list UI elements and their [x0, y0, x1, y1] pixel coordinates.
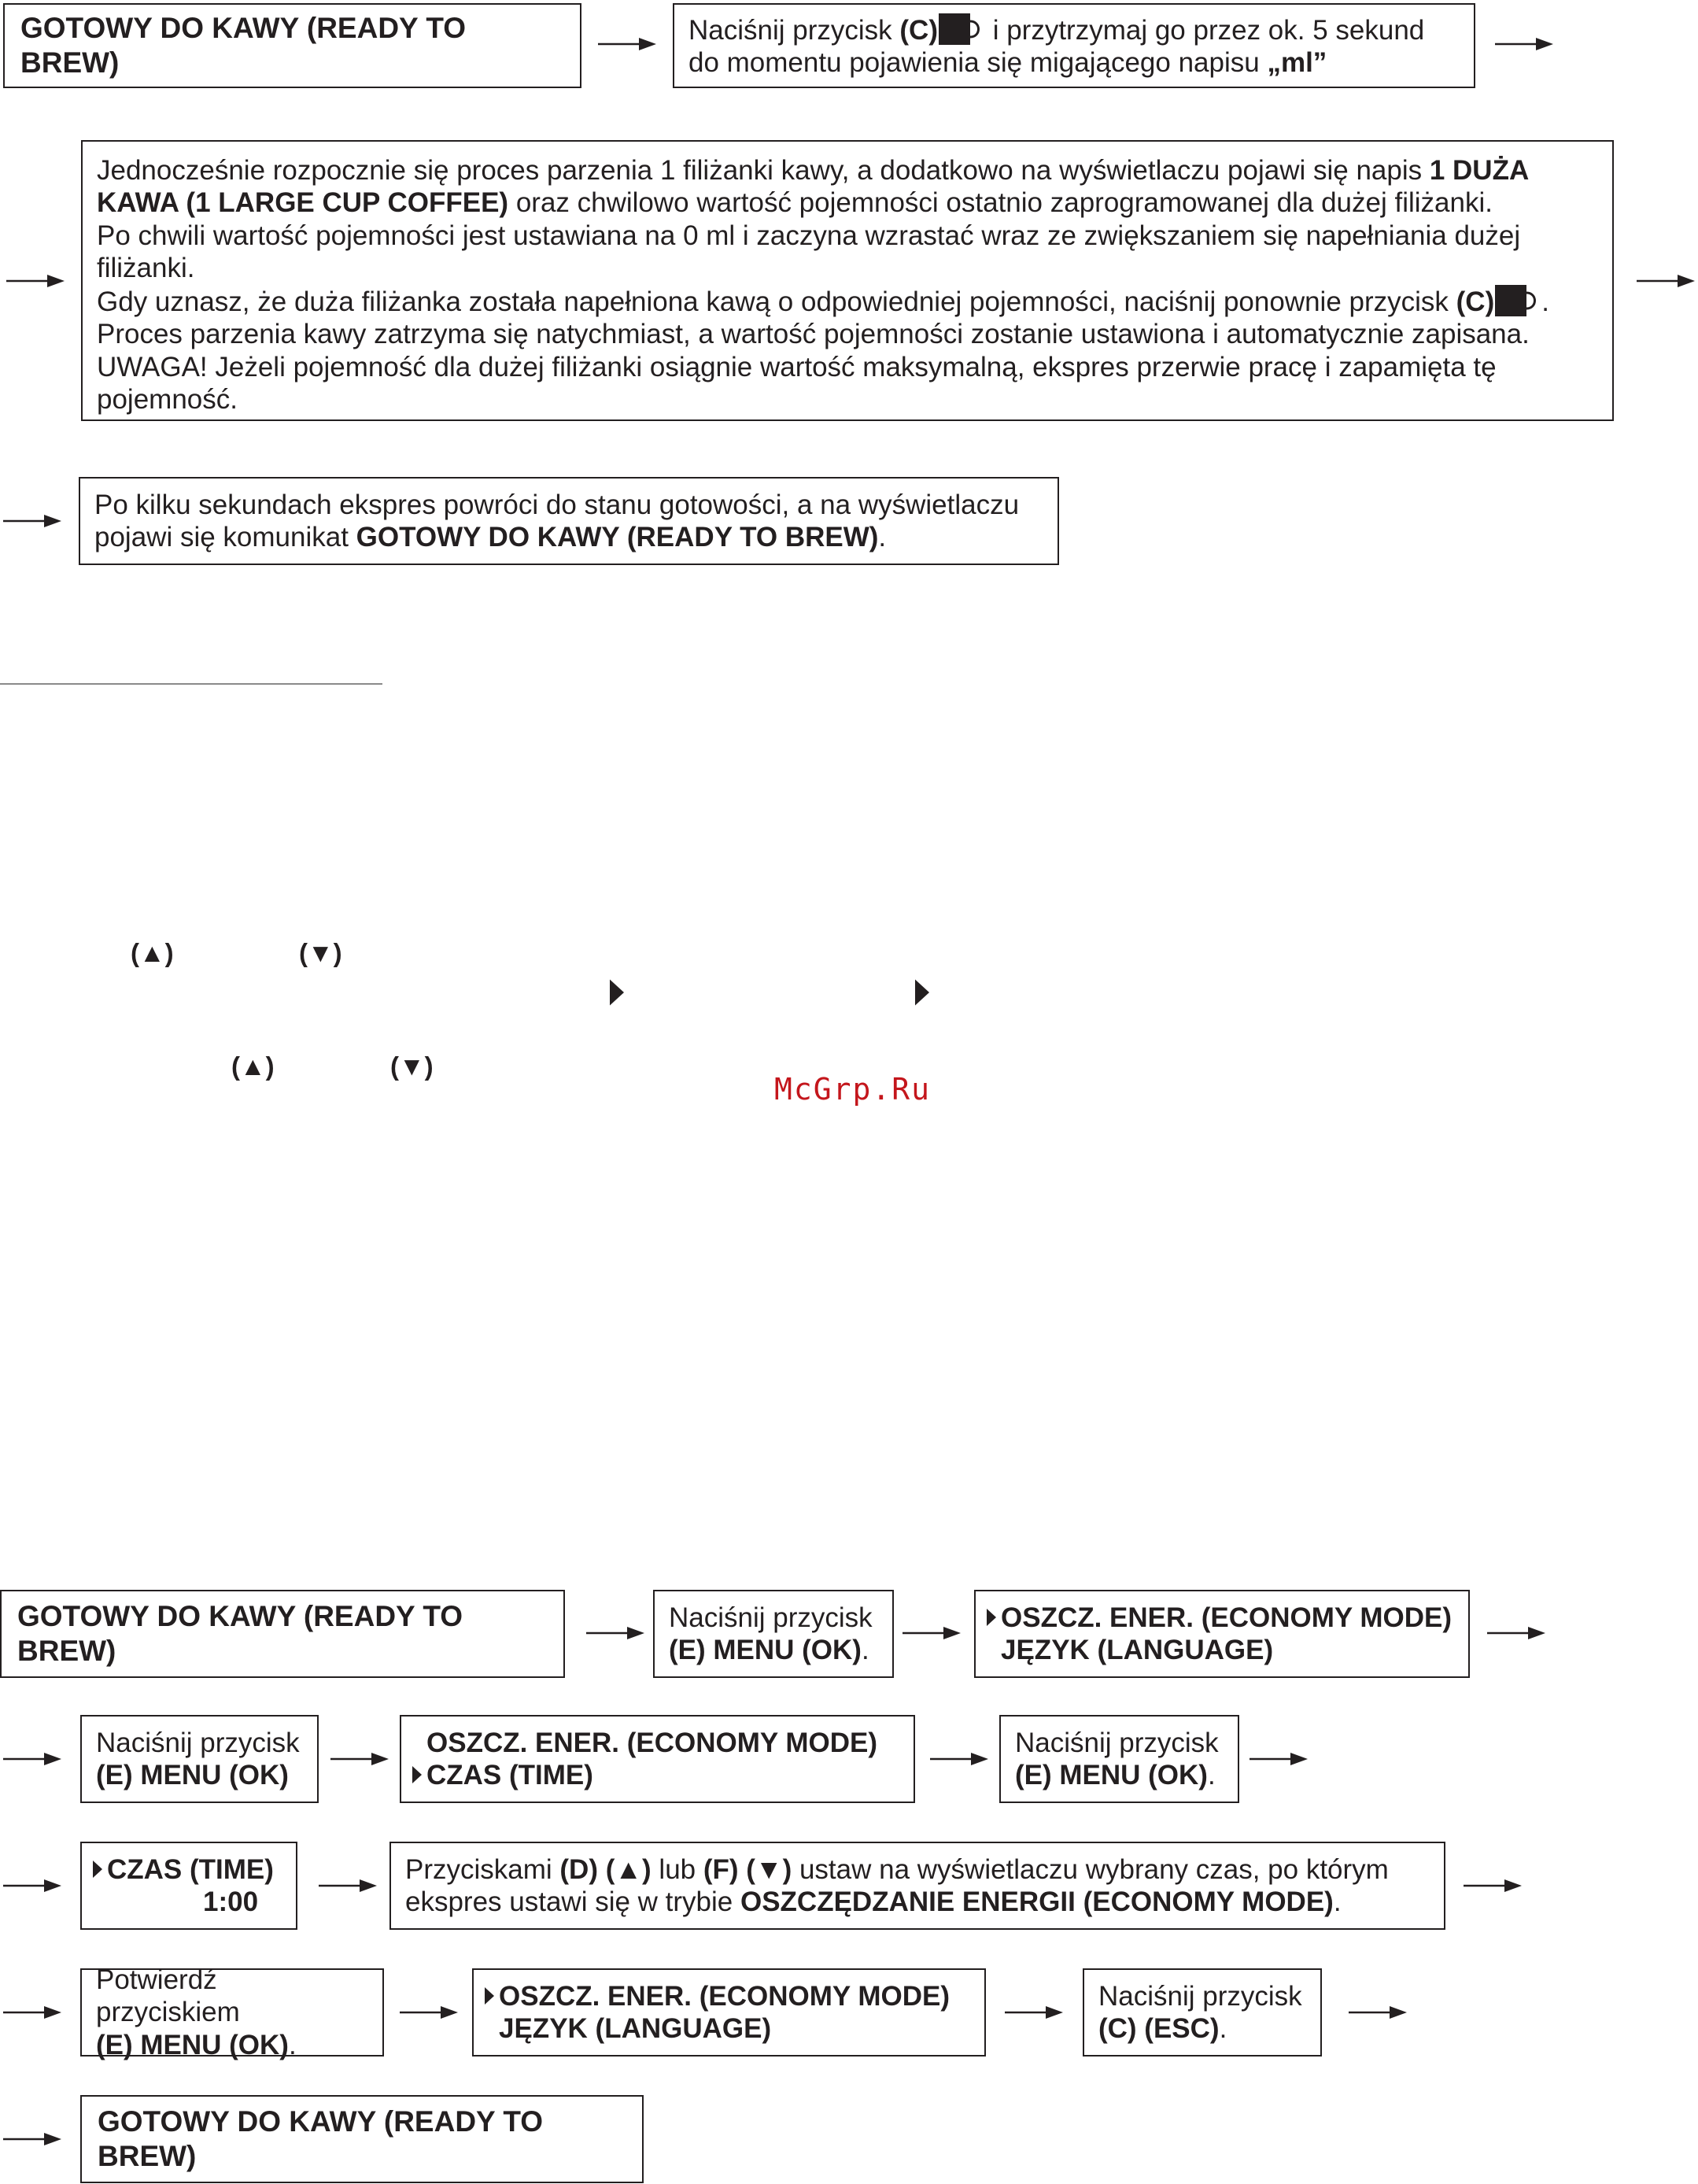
up-button-symbol [231, 1051, 275, 1082]
menu-ok-button-label: (E) MENU (OK) [96, 2029, 289, 2060]
brew-warning: UWAGA! Jeżeli pojemność dla dużej filiżanki osiągnie wartość maksymalną, ekspres przerwie pracę i zapamięta tę pojemność. [97, 351, 1497, 416]
brewing-instructions-box [81, 140, 1614, 421]
esc-button-label: (C) (ESC) [1098, 2013, 1220, 2044]
return-line-2: pojawi się komunikat [94, 522, 356, 552]
economy-mode-item: OSZCZ. ENER. (ECONOMY MODE) [499, 1980, 950, 2012]
press-menu-box [653, 1590, 894, 1678]
button-c-label: (C) [1456, 286, 1495, 318]
confirm-box [80, 1964, 384, 2060]
energy-saving-label: OSZCZĘDZANIE ENERGII (ECONOMY MODE) [740, 1887, 1334, 1917]
time-item: CZAS (TIME) [426, 1760, 593, 1790]
set-time-box [389, 1842, 1445, 1930]
set-time-line2: ekspres ustawi się w trybie [405, 1887, 740, 1917]
arrow-right-icon [400, 2005, 458, 2020]
display-menu-box [400, 1715, 915, 1803]
period: . [861, 1635, 869, 1665]
confirm-label: Potwierdź przyciskiem [96, 1964, 240, 2028]
period: . [878, 522, 887, 552]
button-d-label: (D) [559, 1853, 598, 1885]
arrow-right-icon [1005, 2005, 1063, 2020]
language-item: JĘZYK (LANGUAGE) [1001, 1635, 1274, 1665]
arrow-right-icon [930, 1751, 988, 1767]
ready-to-brew-text: GOTOWY DO KAWY (READY TO BREW) [17, 1600, 463, 1667]
arrow-right-icon [319, 1878, 377, 1894]
period: . [1333, 1887, 1342, 1917]
down-symbol-text: (▼) [390, 1051, 434, 1081]
brew-text-1: Jednocześnie rozpocznie się proces parzenia 1 filiżanki kawy, a dodatkowo na wyświetlaczu pojawi się napis [97, 155, 1430, 186]
cursor-triangle-icon [412, 1766, 422, 1783]
time-display-box [80, 1842, 297, 1930]
brew-text-3: Gdy uznasz, że duża filiżanka została napełniona kawą o odpowiedniej pojemności, naciśnij ponownie przycisk [97, 286, 1456, 318]
arrow-right-icon [3, 1878, 61, 1894]
down-symbol-text: (▼) [299, 938, 342, 967]
cursor-triangle-icon [610, 976, 624, 1009]
period: . [1207, 1760, 1216, 1790]
arrow-right-icon [586, 1625, 644, 1641]
arrow-right-icon [3, 2131, 61, 2147]
press-label: Naciśnij przycisk [1015, 1727, 1219, 1758]
or-text: lub [651, 1853, 703, 1885]
time-label: CZAS (TIME) [107, 1853, 274, 1885]
up-symbol: (▲) [605, 1853, 652, 1885]
watermark: McGrp.Ru [774, 1072, 932, 1107]
arrow-right-icon [330, 1751, 389, 1767]
down-symbol: (▼) [746, 1853, 792, 1885]
cursor-triangle-icon [915, 976, 929, 1009]
press-esc-box [1083, 1968, 1322, 2057]
down-button-symbol [390, 1051, 434, 1082]
arrow-right-icon [3, 513, 61, 529]
coffee-cup-icon [1494, 284, 1538, 317]
ready-to-brew-text: GOTOWY DO KAWY (READY TO BREW) [20, 12, 467, 79]
brew-text-4: Proces parzenia kawy zatrzyma się natychmiast, a wartość pojemności zostanie ustawiona i automatycznie zapisana. [97, 319, 1530, 350]
press-label: Naciśnij przycisk [1098, 1980, 1302, 2012]
press-label: Naciśnij przycisk [96, 1727, 300, 1758]
arrow-right-icon [1464, 1878, 1522, 1894]
up-symbol-text: (▲) [231, 1051, 275, 1081]
ready-to-brew-text: GOTOWY DO KAWY (READY TO BREW) [98, 2105, 544, 2172]
language-item: JĘZYK (LANGUAGE) [499, 2013, 772, 2044]
period: . [288, 2029, 297, 2060]
coffee-cup-icon [938, 13, 982, 46]
ready-to-brew-box [80, 2095, 644, 2183]
display-menu-box [974, 1590, 1470, 1678]
economy-mode-item: OSZCZ. ENER. (ECONOMY MODE) [1001, 1602, 1452, 1633]
menu-ok-button-label: (E) MENU (OK) [96, 1760, 289, 1790]
arrow-right-icon [1349, 2005, 1407, 2020]
cursor-triangle-icon [987, 1609, 996, 1626]
return-to-ready-box [79, 477, 1059, 565]
ready-to-brew-label: GOTOWY DO KAWY (READY TO BREW) [356, 522, 879, 552]
return-line-1: Po kilku sekundach ekspres powróci do stanu gotowości, a na wyświetlaczu [94, 489, 1020, 520]
press-hold-c-box [673, 3, 1475, 88]
section-divider [0, 683, 382, 685]
cursor-triangle-icon [93, 1861, 102, 1878]
press-hold-text-2: i przytrzymaj go przez ok. 5 sekund [984, 14, 1425, 46]
press-hold-line2: do momentu pojawienia się migającego napisu [688, 47, 1268, 78]
arrow-right-icon [3, 1751, 61, 1767]
brew-text-2: Po chwili wartość pojemności jest ustawiana na 0 ml i zaczyna wzrastać wraz ze zwiększaniem się napełniania dużej filiżanki. [97, 220, 1521, 283]
arrow-right-icon [1637, 273, 1695, 289]
up-symbol-text: (▲) [131, 938, 174, 967]
cursor-triangle-icon [485, 1987, 494, 2005]
button-c-label: (C) [899, 14, 938, 46]
up-button-symbol [131, 938, 174, 969]
press-hold-text: Naciśnij przycisk [688, 14, 900, 46]
arrow-right-icon [1487, 1625, 1545, 1641]
ready-to-brew-box [3, 3, 581, 88]
set-time-text: Przyciskami [405, 1853, 560, 1885]
arrow-right-icon [1495, 36, 1553, 52]
set-time-text-2: ustaw na wyświetlaczu wybrany czas, po którym [792, 1853, 1389, 1885]
ml-label: „ml” [1267, 47, 1327, 78]
display-menu-box [472, 1968, 986, 2057]
period: . [1219, 2013, 1227, 2044]
menu-ok-button-label: (E) MENU (OK) [669, 1635, 862, 1665]
arrow-right-icon [598, 36, 656, 52]
large-cup-label: 1 DUŻA KAWA (1 LARGE CUP COFFEE) [97, 155, 1528, 219]
press-menu-box [999, 1715, 1239, 1803]
economy-mode-item: OSZCZ. ENER. (ECONOMY MODE) [426, 1727, 877, 1758]
time-value: 1:00 [203, 1887, 259, 1917]
arrow-right-icon [903, 1625, 961, 1641]
arrow-right-icon [3, 2005, 61, 2020]
menu-ok-button-label: (E) MENU (OK) [1015, 1760, 1208, 1790]
ready-to-brew-box [0, 1590, 565, 1678]
press-label: Naciśnij przycisk [669, 1602, 873, 1633]
down-button-symbol [299, 938, 342, 969]
press-menu-box [80, 1715, 319, 1803]
button-f-label: (F) [703, 1853, 739, 1885]
period: . [1541, 286, 1549, 318]
arrow-right-icon [1250, 1751, 1308, 1767]
arrow-right-icon [6, 273, 65, 289]
brew-text-1-end: oraz chwilowo wartość pojemności ostatnio zaprogramowanej dla dużej filiżanki. [508, 187, 1493, 219]
